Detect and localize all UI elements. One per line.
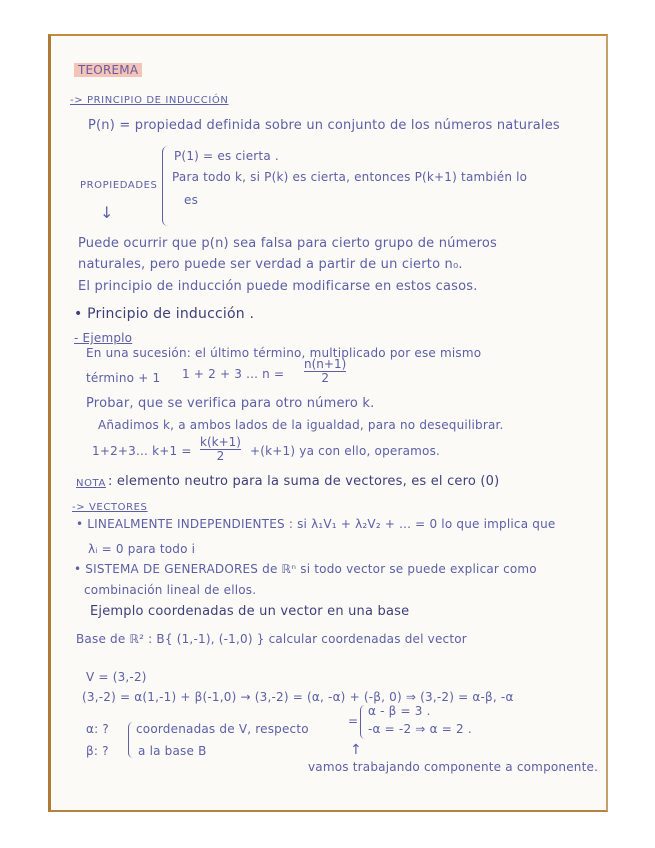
vector-line: V = (3,-2)	[86, 670, 147, 684]
example-coordinates: Ejemplo coordenadas de un vector en una base	[90, 604, 410, 619]
section-heading-vectores: -> VECTORES	[72, 502, 148, 513]
page-title: TEOREMA	[74, 63, 142, 77]
final-line: vamos trabajando componente a componente.	[308, 760, 599, 774]
paragraph-line-3: El principio de inducción puede modificarse en estos casos.	[78, 279, 478, 294]
probar-line-1: Probar, que se verifica para otro número k.	[86, 396, 375, 411]
up-arrow-icon: ↑	[350, 742, 362, 758]
propiedades-label: PROPIEDADES	[80, 180, 158, 191]
sum-formula-2-left: 1+2+3... k+1 =	[92, 444, 192, 458]
paragraph-line-2: naturales, pero puede ser verdad a partir de un cierto n₀.	[78, 257, 463, 272]
system-eq-1: α - β = 3 .	[368, 704, 431, 718]
fraction-1-den: 2	[321, 371, 329, 385]
nota-text: : elemento neutro para la suma de vectores, es el cero (0)	[108, 474, 500, 489]
fraction-1-num: n(n+1)	[304, 357, 347, 371]
fraction-2-den: 2	[216, 449, 225, 463]
principio-item: • Principio de inducción .	[74, 306, 255, 322]
base-line: Base de ℝ² : B{ (1,-1), (-1,0) } calcular coordenadas del vector	[76, 632, 467, 646]
equation-line: (3,-2) = α(1,-1) + β(-1,0) → (3,-2) = (α, -α) + (-β, 0) ⇒ (3,-2) = α-β, -α	[82, 690, 514, 704]
fraction-2	[200, 436, 241, 463]
section-heading-principio: -> PRINCIPIO DE INDUCCIÓN	[70, 95, 229, 106]
sistema-line-2: combinación lineal de ellos.	[84, 583, 257, 597]
beta-question: β: ?	[86, 744, 109, 758]
sum-formula-1: 1 + 2 + 3 ... n =	[182, 367, 285, 381]
ejemplo-line-2: término + 1	[86, 371, 161, 385]
down-arrow-icon: ↓	[100, 203, 114, 222]
definition-line: P(n) = propiedad definida sobre un conjunto de los números naturales	[88, 118, 560, 133]
fraction-1	[304, 358, 346, 385]
paragraph-line-1: Puede ocurrir que p(n) sea falsa para cierto grupo de números	[78, 236, 498, 251]
sum-formula-2-right: +(k+1) ya con ello, operamos.	[250, 444, 441, 458]
property-2-cont: es	[184, 193, 199, 207]
alpha-question: α: ?	[86, 722, 109, 736]
coord-brace	[128, 722, 135, 758]
lin-indep-line: • LINEALMENTE INDEPENDIENTES : si λ₁V₁ + λ₂V₂ + ... = 0 lo que implica que	[76, 517, 556, 531]
sistema-line-1: • SISTEMA DE GENERADORES de ℝⁿ si todo vector se puede explicar como	[74, 562, 537, 576]
probar-line-2: Añadimos k, a ambos lados de la igualdad, para no desequilibrar.	[98, 418, 504, 432]
ejemplo-label: - Ejemplo	[74, 331, 133, 345]
coord-desc-1: coordenadas de V, respecto	[136, 722, 309, 736]
nota-label: NOTA	[76, 478, 106, 489]
property-1: P(1) = es cierta .	[174, 149, 279, 163]
property-2: Para todo k, si P(k) es cierta, entonces P(k+1) también lo	[172, 170, 528, 184]
ejemplo-line-1: En una sucesión: el último término, multiplicado por ese mismo	[86, 346, 482, 360]
coord-desc-2: a la base B	[138, 744, 207, 758]
system-brace	[360, 705, 367, 739]
brace	[162, 146, 171, 226]
system-equals: =	[348, 714, 359, 728]
lin-indep-line-2: λᵢ = 0 para todo i	[88, 542, 196, 556]
fraction-2-num: k(k+1)	[200, 435, 241, 449]
system-eq-2: -α = -2 ⇒ α = 2 .	[368, 722, 472, 736]
